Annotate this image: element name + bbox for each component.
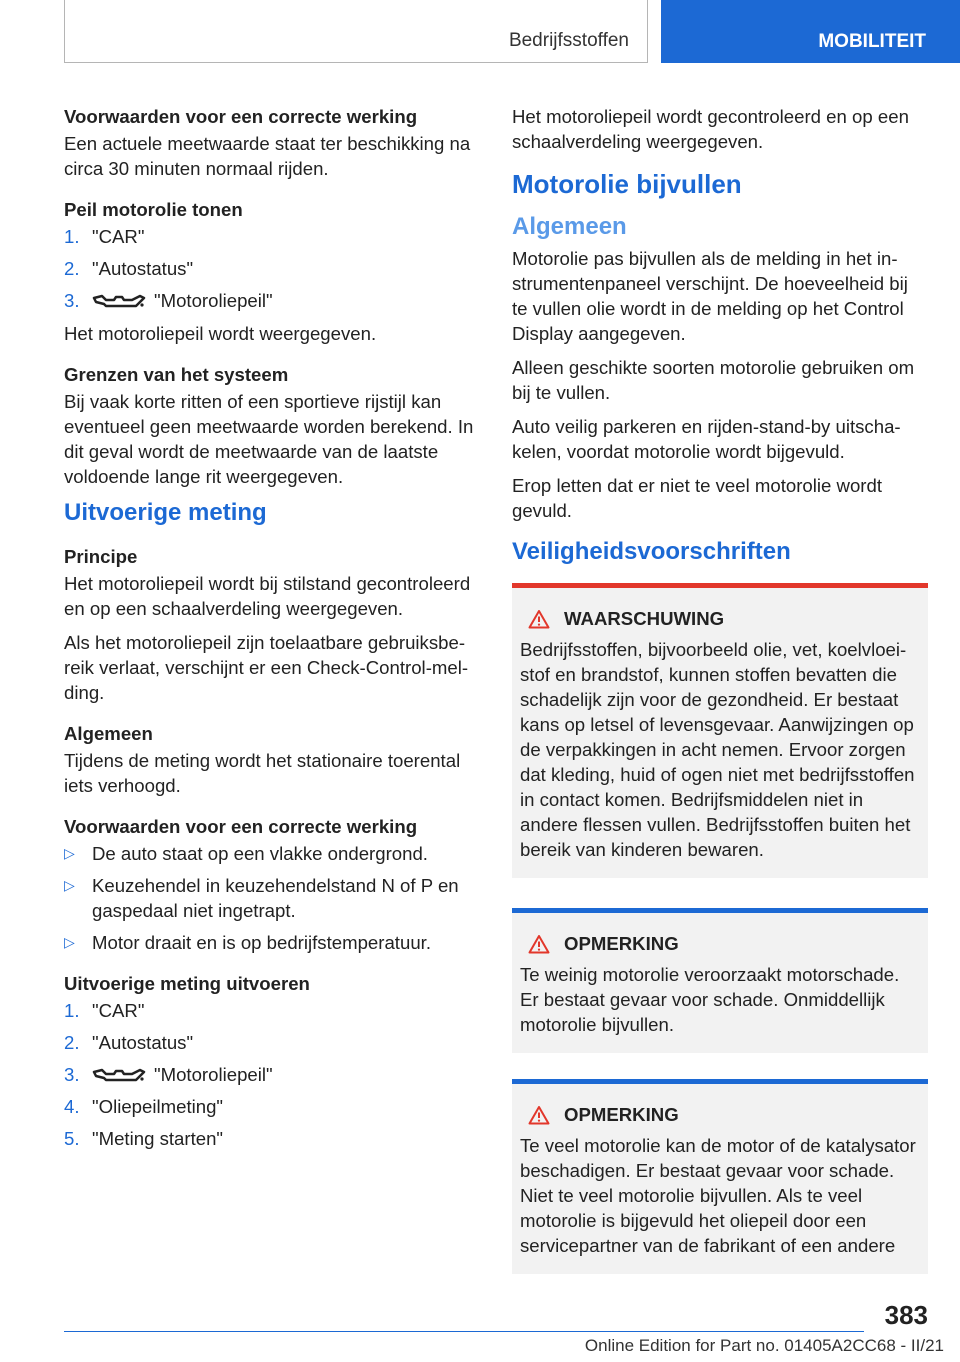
- step-number: 1.: [64, 226, 80, 247]
- note-title-row: [520, 931, 920, 956]
- algemeen-heading: Algemeen: [512, 213, 627, 240]
- voorwaarden-2-title: Voorwaarden voor een correcte werking: [64, 816, 418, 837]
- note-title: OPMERKING: [564, 933, 679, 954]
- note-box-1: [512, 908, 928, 1053]
- step-text: "Meting starten": [92, 1128, 224, 1149]
- algemeen-title: Algemeen: [64, 723, 153, 744]
- list-item: [64, 1126, 482, 1151]
- warning-title: WAARSCHUWING: [564, 608, 725, 629]
- warning-text: Bedrijfsstoffen, bijvoorbeeld olie, vet, koelvloeistof en brandstof, kunnen stoffen bevatten die schadelijk zijn voor de gezondheid. Er bestaat kans op letsel of levensgevaar. Aanwijzingen op de verpakkingen in acht nemen. Ervoor zorgen dat kleding, huid of ogen niet met bedrijfsstoffen in contact komen. Bedrijfsmiddelen niet in andere flessen vullen. Bedrijfsstoffen buiten het bereik van kinderen bewaren.: [520, 639, 915, 860]
- bijvullen-text-2: Alleen geschikte soorten motorolie gebruiken om bij te vullen.: [512, 357, 915, 403]
- oil-can-icon: [92, 292, 146, 310]
- page-number: 383: [884, 1300, 928, 1330]
- list-item: [64, 224, 482, 249]
- bijvullen-text-3: Auto veilig parkeren en rijden-stand-by uitschakelen, voordat motorolie wordt bijgevuld.: [512, 416, 901, 462]
- step-text: "CAR": [92, 1000, 145, 1021]
- list-item: [64, 873, 482, 923]
- principe-text-1: Het motoroliepeil wordt bij stilstand gecontroleerd en op een schaalverdeling weergegeven.: [64, 573, 471, 619]
- note-title: OPMERKING: [564, 1104, 679, 1125]
- grenzen-title: Grenzen van het systeem: [64, 364, 289, 385]
- list-item: [64, 1030, 482, 1055]
- list-item-text: Keuzehendel in keuzehendelstand N of P en gaspedaal niet ingetrapt.: [92, 875, 459, 921]
- step-text: "Motoroliepeil": [154, 290, 273, 311]
- peil-steps: [64, 224, 482, 313]
- step-text: "CAR": [92, 226, 145, 247]
- footer-edition: Online Edition for Part no. 01405A2CC68 - II/21: [584, 1336, 944, 1355]
- list-item-text: Motor draait en is op bedrijfstemperatuur.: [92, 932, 431, 953]
- note-text: Te veel motorolie kan de motor of de katalysator beschadigen. Er bestaat gevaar voor schade. Niet te veel motorolie bijvullen. Als te veel motorolie is bijgevuld het oliepeil door een servicepartner van de fabrikant of een andere: [520, 1135, 916, 1256]
- header-section-box: [64, 0, 648, 63]
- warning-title-row: [520, 606, 920, 631]
- list-item: [64, 256, 482, 281]
- list-item: [64, 998, 482, 1023]
- voorwaarden-text: Een actuele meetwaarde staat ter beschikking na circa 30 minuten normaal rijden.: [64, 133, 471, 179]
- uitvoerige-meting-heading: Uitvoerige meting: [64, 499, 267, 526]
- left-column: [64, 104, 482, 1159]
- list-item: [64, 1062, 482, 1087]
- principe-text-2: Als het motoroliepeil zijn toelaatbare gebruiksbereik verlaat, verschijnt er een Check-Control-melding.: [64, 632, 469, 703]
- footer-divider: [64, 1331, 864, 1332]
- step-number: 2.: [64, 1032, 80, 1053]
- note-text: Te weinig motorolie veroorzaakt motorschade. Er bestaat gevaar voor schade. Onmiddellijk motorolie bijvullen.: [520, 964, 900, 1035]
- right-column: [512, 104, 928, 1288]
- motorolie-bijvullen-heading: Motorolie bijvullen: [512, 169, 742, 199]
- warning-triangle-icon: [528, 1105, 550, 1125]
- list-item: [64, 1094, 482, 1119]
- voorwaarden-title: Voorwaarden voor een correcte werking: [64, 106, 418, 127]
- bijvullen-text-1: Motorolie pas bijvullen als de melding in het instrumentenpaneel verschijnt. De hoeveelheid bij te vullen olie wordt in de melding op het Control Display aangegeven.: [512, 248, 908, 344]
- step-number: 1.: [64, 1000, 80, 1021]
- principe-title: Principe: [64, 546, 138, 567]
- header-chapter-tab[interactable]: [661, 0, 960, 63]
- intro-text: Het motoroliepeil wordt gecontroleerd en op een schaalverdeling weergegeven.: [512, 106, 909, 152]
- peil-result: Het motoroliepeil wordt weergegeven.: [64, 323, 377, 344]
- header-section-title: Bedrijfsstoffen: [508, 30, 629, 51]
- warning-triangle-icon: [528, 934, 550, 954]
- step-number: 2.: [64, 258, 80, 279]
- list-item-text: De auto staat op een vlakke ondergrond.: [92, 843, 428, 864]
- warning-box: [512, 583, 928, 878]
- warning-triangle-icon: [528, 609, 550, 629]
- peil-title: Peil motorolie tonen: [64, 199, 243, 220]
- step-number: 3.: [64, 1064, 80, 1085]
- triangle-bullet-icon: ▷: [64, 877, 75, 893]
- veiligheid-heading: Veiligheidsvoorschriften: [512, 538, 791, 565]
- header-chapter-label: MOBILITEIT: [818, 31, 926, 52]
- step-text: "Autostatus": [92, 258, 194, 279]
- uitvoeren-title: Uitvoerige meting uitvoeren: [64, 973, 310, 994]
- note-box-2: [512, 1079, 928, 1274]
- list-item: [64, 841, 482, 866]
- uitvoeren-steps: [64, 998, 482, 1151]
- grenzen-text: Bij vaak korte ritten of een sportieve rijstijl kan eventueel geen meetwaarde worden berekend. In dit geval wordt de meetwaarde van de laatste voldoende lange rit weergegeven.: [64, 391, 474, 487]
- step-text: "Motoroliepeil": [154, 1064, 273, 1085]
- triangle-bullet-icon: ▷: [64, 845, 75, 861]
- algemeen-text: Tijdens de meting wordt het stationaire toerental iets verhoogd.: [64, 750, 461, 796]
- voorwaarden-list: [64, 841, 482, 955]
- step-text: "Autostatus": [92, 1032, 194, 1053]
- note-title-row: [520, 1102, 920, 1127]
- oil-can-icon: [92, 1066, 146, 1084]
- step-text: "Oliepeilmeting": [92, 1096, 224, 1117]
- bijvullen-text-4: Erop letten dat er niet te veel motorolie wordt gevuld.: [512, 475, 883, 521]
- step-number: 4.: [64, 1096, 80, 1117]
- list-item: [64, 930, 482, 955]
- list-item: [64, 288, 482, 313]
- triangle-bullet-icon: ▷: [64, 934, 75, 950]
- step-number: 3.: [64, 290, 80, 311]
- step-number: 5.: [64, 1128, 80, 1149]
